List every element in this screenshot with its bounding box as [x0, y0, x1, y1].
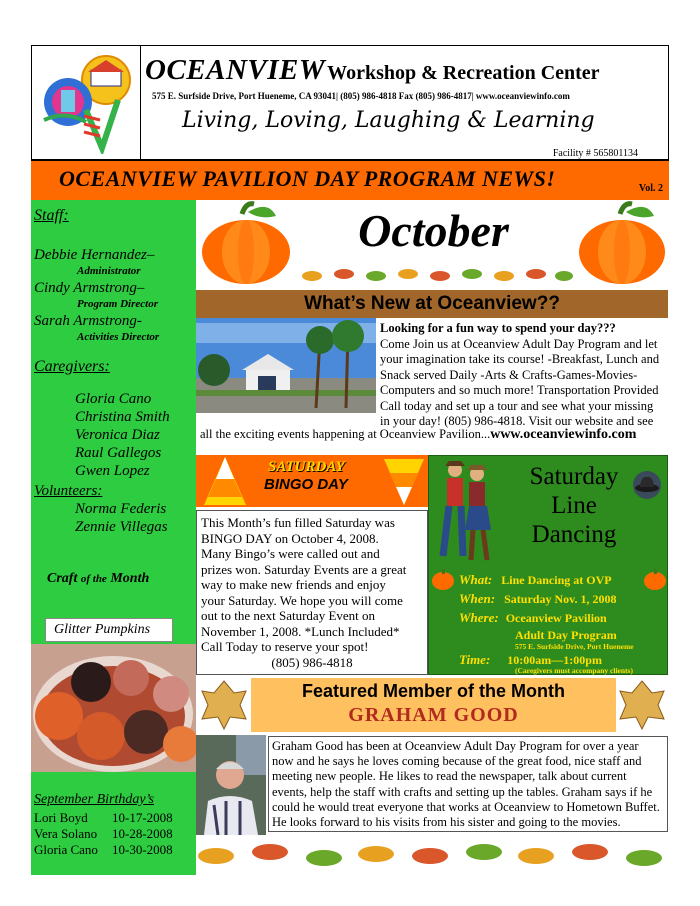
title-subtitle: Workshop & Recreation Center	[327, 62, 600, 84]
logo	[32, 46, 141, 159]
pumpkins-image-icon	[31, 644, 196, 772]
ld-time-label: Time:	[459, 652, 491, 667]
leaf-icon	[200, 679, 248, 731]
tagline: Living, Loving, Laughing & Learning	[182, 108, 595, 133]
address-line: 575 E. Surfside Drive, Port Hueneme, CA 93041| (805) 986-4818 Fax (805) 986-4817| www.oceanviewinfo.com	[152, 91, 570, 101]
birthdays-heading: September Birthday’s	[34, 792, 154, 807]
building-image-icon	[196, 318, 376, 413]
ld-where-row	[459, 610, 607, 626]
bingo-line: BINGO DAY on October 4, 2008.	[201, 530, 379, 546]
bingo-article	[196, 510, 428, 675]
birthday-name: Vera Solano	[34, 826, 98, 841]
whats-new-last-text: all the exciting events happening at Oceanview Pavilion...	[200, 427, 491, 441]
featured-member-heading: Featured Member of the Month	[301, 681, 565, 701]
birthday-row	[34, 842, 173, 858]
birthday-row	[34, 826, 173, 842]
bingo-line: Many Bingo’s were called out and	[201, 546, 380, 561]
bingo-line: Call Today to reserve your spot!	[201, 639, 369, 654]
staff-role: Activities Director	[77, 331, 160, 343]
ld-where-address: 575 E. Surfside Drive, Port Hueneme	[515, 642, 634, 651]
candy-corn-icon	[202, 455, 248, 507]
graham-good-photo	[196, 735, 266, 835]
featured-line: He looks forward to his visits from his sister and going to the movies.	[272, 815, 621, 830]
title-oceanview: OCEANVIEW	[145, 54, 326, 86]
caregiver-name: Veronica Diaz	[75, 427, 160, 443]
volunteer-name: Zennie Villegas	[75, 519, 168, 535]
website-link[interactable]: www.oceanviewinfo.com	[490, 427, 637, 442]
bingo-phone: (805) 986-4818	[271, 654, 353, 670]
featured-line: could he would treat everyone that works at Oceanview to Hometown Buffet.	[272, 799, 660, 814]
ld-time-value: 10:00am—1:00pm	[507, 653, 602, 667]
bingo-title-day: BINGO DAY	[264, 476, 348, 493]
staff-heading: Staff:	[34, 207, 69, 224]
cowboy-hat-icon	[629, 470, 665, 500]
whats-new-line: Come Join us at Oceanview Adult Day Program and let	[380, 336, 658, 351]
line-dancing-title	[499, 462, 649, 549]
sidebar	[31, 200, 196, 875]
bingo-line: November 1, 2008. *Lunch Included*	[201, 623, 400, 639]
pumpkin-small-icon	[643, 566, 667, 592]
bingo-line: your Saturday. We hope you will come	[201, 592, 403, 608]
whats-new-heading: What’s New at Oceanview??	[304, 293, 560, 314]
facility-number: Facility # 565801134	[552, 148, 638, 159]
featured-member-name: GRAHAM GOOD	[348, 704, 519, 726]
birthday-row	[34, 810, 173, 826]
featured-member-article	[268, 736, 668, 832]
staff-name: Debbie Hernandez–	[34, 247, 155, 263]
ld-title-saturday: Saturday	[529, 463, 619, 490]
birthday-date: 10-17-2008	[112, 810, 173, 825]
whats-new-line: Snack served Daily -Arts & Crafts-Games-Movies-	[380, 367, 638, 382]
pumpkin-right-icon	[576, 200, 668, 288]
ld-where-value: Oceanview Pavilion	[505, 611, 607, 625]
featured-line: meeting new people. He likes to read the newspaper, talk about current	[272, 769, 627, 784]
craft-name-box	[45, 618, 173, 642]
pumpkin-left-icon	[198, 200, 294, 288]
caregivers-heading: Caregivers:	[34, 358, 110, 375]
caregiver-name: Gloria Cano	[75, 391, 152, 407]
birthday-name: Gloria Cano	[34, 842, 98, 857]
ld-what-value: Line Dancing at OVP	[501, 573, 612, 587]
craft-name: Glitter Pumpkins	[54, 622, 151, 637]
staff-name: Cindy Armstrong–	[34, 280, 145, 296]
featured-member-box	[251, 678, 616, 732]
bingo-line: prizes won. Saturday Events are a great	[201, 561, 407, 577]
featured-line: now and he says he loves coming because of the great food, nice staff and	[272, 754, 642, 769]
whats-new-line: Computers and so much more! Transportation Provided	[380, 383, 659, 397]
craft-of-the: of the	[80, 573, 107, 585]
autumn-leaves-border-icon	[196, 836, 668, 876]
autumn-leaves-icon	[298, 262, 574, 286]
ld-where-program: Adult Day Program	[515, 628, 617, 642]
featured-member-bar	[196, 675, 668, 735]
volunteers-heading: Volunteers:	[34, 483, 103, 499]
staff-role: Program Director	[77, 298, 158, 310]
ld-title-line: Line	[551, 492, 597, 519]
whats-new-line: Call today and set up a tour and see what your missing	[380, 398, 654, 413]
banner-title: OCEANVIEW PAVILION DAY PROGRAM NEWS!	[59, 166, 556, 191]
ld-when-row	[459, 591, 616, 607]
birthday-name: Lori Boyd	[34, 810, 88, 825]
candy-corn-icon	[382, 455, 426, 507]
oceanview-building-photo	[196, 318, 376, 413]
craft-of-month-heading	[47, 571, 149, 587]
whats-new-body	[380, 321, 668, 430]
ld-what-label: What:	[459, 572, 493, 587]
bingo-line: This Month’s fun filled Saturday was	[201, 515, 395, 530]
bingo-banner	[196, 455, 428, 507]
staff-name: Sarah Armstrong-	[34, 313, 142, 329]
ld-where-label: Where:	[459, 610, 499, 625]
month-box	[296, 204, 571, 259]
whats-new-lead: Looking for a fun way to spend your day???	[380, 321, 616, 335]
staff-role: Administrator	[77, 265, 141, 277]
volunteer-name: Norma Federis	[75, 501, 167, 517]
month-title: October	[358, 205, 509, 256]
whats-new-line: your imagination take its course! -Breakfast, Lunch and	[380, 352, 660, 366]
craft-month-word: Month	[110, 571, 150, 586]
featured-line: Graham Good has been at Oceanview Adult Day Program for over a year	[272, 739, 639, 753]
caregiver-name: Gwen Lopez	[75, 463, 150, 479]
bingo-title-saturday: SATURDAY	[268, 459, 345, 475]
glitter-pumpkins-photo	[31, 644, 196, 772]
birthday-date: 10-28-2008	[112, 826, 173, 841]
whats-new-line: in your day! (805) 986-4818. Visit our website and see	[380, 414, 654, 428]
bingo-line: out to the next Saturday Event on	[201, 608, 376, 623]
ld-what-row	[459, 572, 612, 588]
bingo-line: way to make new friends and enjoy	[201, 577, 386, 592]
masthead	[31, 45, 669, 160]
ld-title-dancing: Dancing	[531, 521, 617, 548]
dancers-icon	[433, 460, 499, 570]
leaf-icon	[618, 679, 666, 731]
ld-when-value: Saturday Nov. 1, 2008	[504, 592, 617, 606]
ld-when-label: When:	[459, 591, 496, 606]
pumpkin-small-icon	[431, 566, 455, 592]
ld-note: (Caregivers must accompany clients)	[515, 666, 633, 675]
caregiver-name: Christina Smith	[75, 409, 170, 425]
line-dancing-flyer	[428, 455, 668, 675]
program-banner	[31, 160, 669, 200]
birthday-date: 10-30-2008	[112, 842, 173, 857]
whats-new-bar	[196, 290, 668, 318]
volume-label: Vol. 2	[638, 183, 663, 194]
member-portrait-icon	[196, 735, 266, 835]
caregiver-name: Raul Gallegos	[75, 445, 162, 461]
oceanview-logo-icon	[36, 50, 136, 154]
whats-new-last-line	[200, 427, 636, 443]
masthead-title	[145, 54, 600, 87]
featured-line: events, help the staff with crafts and setting up the tables. Graham says if he	[272, 784, 653, 799]
craft-word: Craft	[47, 571, 78, 586]
